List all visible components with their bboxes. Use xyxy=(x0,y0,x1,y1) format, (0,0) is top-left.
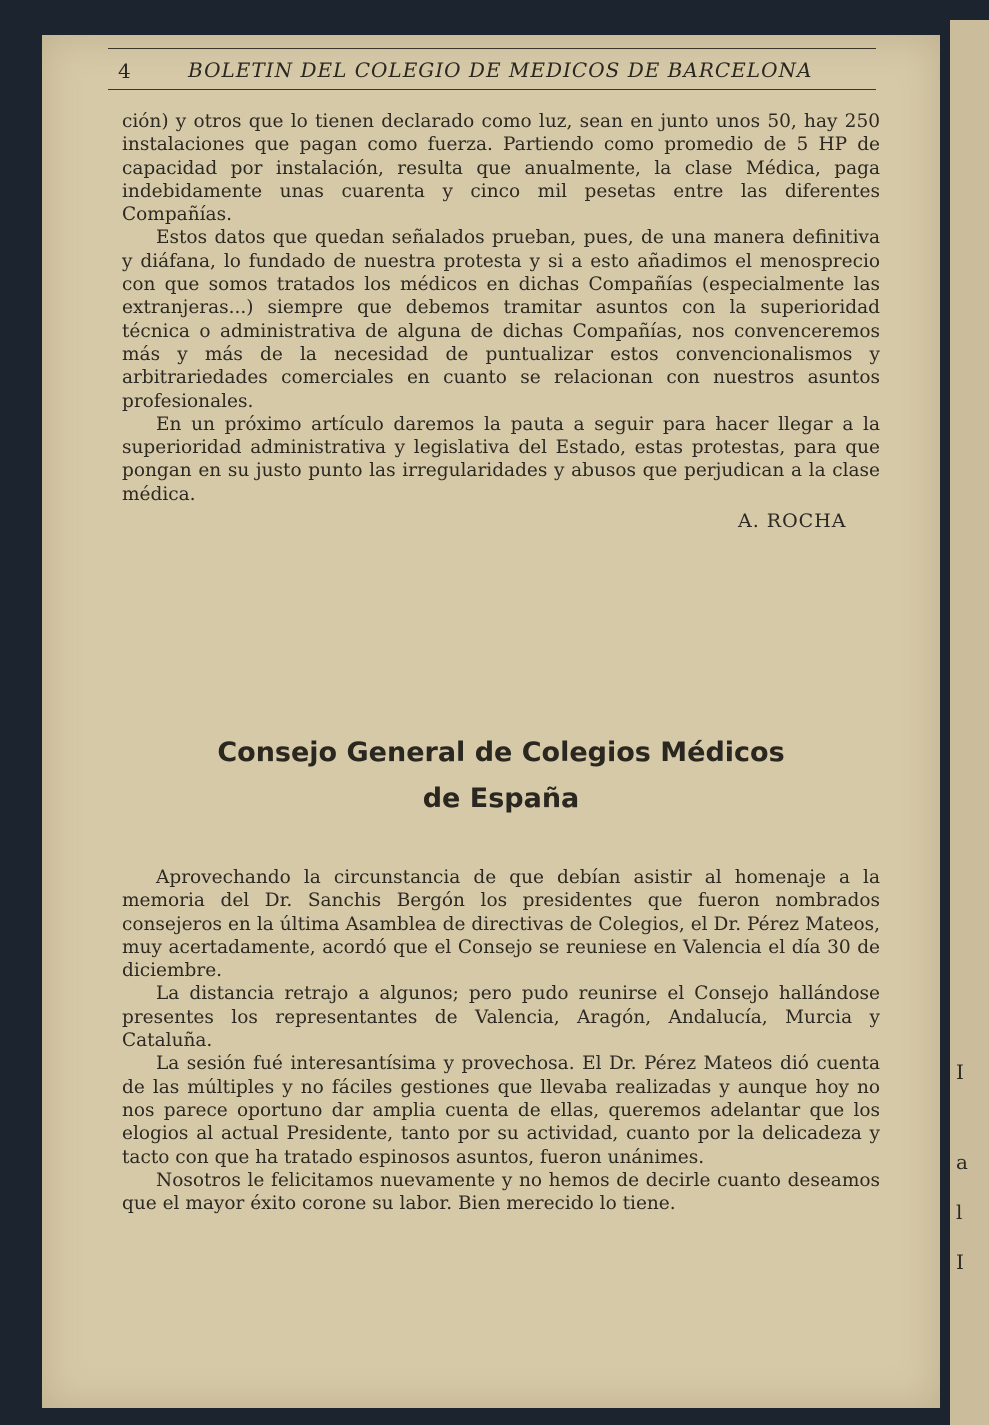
adjacent-page-letter: I xyxy=(956,1060,964,1084)
author-signature: A. ROCHA xyxy=(738,510,847,532)
paragraph: En un próximo artículo daremos la pauta a seguir para hacer llegar a la superioridad administrativa y legislativa del Estado, estas protestas, para que pongan en su justo punto las irregularidades y abusos que perjudican a la clase médica. xyxy=(122,413,880,505)
paragraph: Nosotros le felicitamos nuevamente y no hemos de decirle cuanto deseamos que el mayor éxito corone su labor. Bien merecido lo tiene. xyxy=(122,1169,880,1215)
article-heading xyxy=(122,730,880,822)
paragraph: La distancia retrajo a algunos; pero pudo reunirse el Consejo hallándose presentes los representantes de Valencia, Aragón, Andalucía, Murcia y Cataluña. xyxy=(122,983,880,1052)
paragraph: ción) y otros que lo tienen declarado como luz, sean en junto unos 50, hay 250 instalaciones que pagan como fuerza. Partiendo como promedio de 5 HP de capacidad por instalación, resulta que anualmente, la clase Médica, paga indebidamente unas cuarenta y cinco mil pesetas entre las diferentes Compañías. xyxy=(122,111,880,226)
heading-line-1: Consejo General de Colegios Médicos xyxy=(217,737,785,768)
article-rocha-body xyxy=(122,110,880,506)
article-consejo-body xyxy=(122,866,880,1215)
adjacent-page-edge xyxy=(950,20,989,1425)
paragraph: Aprovechando la circunstancia de que debían asistir al homenaje a la memoria del Dr. Sanchis Bergón los presidentes que fueron nombrados consejeros en la última Asamblea de directivas de Colegios, el Dr. Pérez Mateos, muy acertadamente, acordó que el Consejo se reuniese en Valencia el día 30 de diciembre. xyxy=(122,867,880,982)
adjacent-page-letter: I xyxy=(956,1250,964,1274)
paragraph: La sesión fué interesantísima y provechosa. El Dr. Pérez Mateos dió cuenta de las múltiples y no fáciles gestiones que llevaba realizadas y aunque hoy no nos parece oportuno dar amplia cuenta de ellas, queremos adelantar que los elogios al actual Presidente, tanto por su actividad, cuanto por la delicadeza y tacto con que ha tratado espinosos asuntos, fueron unánimes. xyxy=(122,1053,880,1168)
page-header xyxy=(108,48,876,90)
paragraph: Estos datos que quedan señalados prueban, pues, de una manera definitiva y diáfana, lo fundado de nuestra protesta y si a esto añadimos el menosprecio con que somos tratados los médicos en dichas Compañías (especialmente las extranjeras...) siempre que debemos tramitar asuntos con la superioridad técnica o administrativa de alguna de dichas Compañías, nos convenceremos más y más de la necesidad de puntualizar estos convencionalismos y arbitrariedades comerciales en cuanto se relacionan con nuestros asuntos profesionales. xyxy=(122,227,880,412)
adjacent-page-letter: l xyxy=(956,1200,963,1224)
page-number: 4 xyxy=(118,59,131,83)
journal-title: BOLETIN DEL COLEGIO DE MEDICOS DE BARCELONA xyxy=(188,58,813,82)
heading-line-2: de España xyxy=(422,783,580,814)
adjacent-page-letter: a xyxy=(956,1150,968,1174)
